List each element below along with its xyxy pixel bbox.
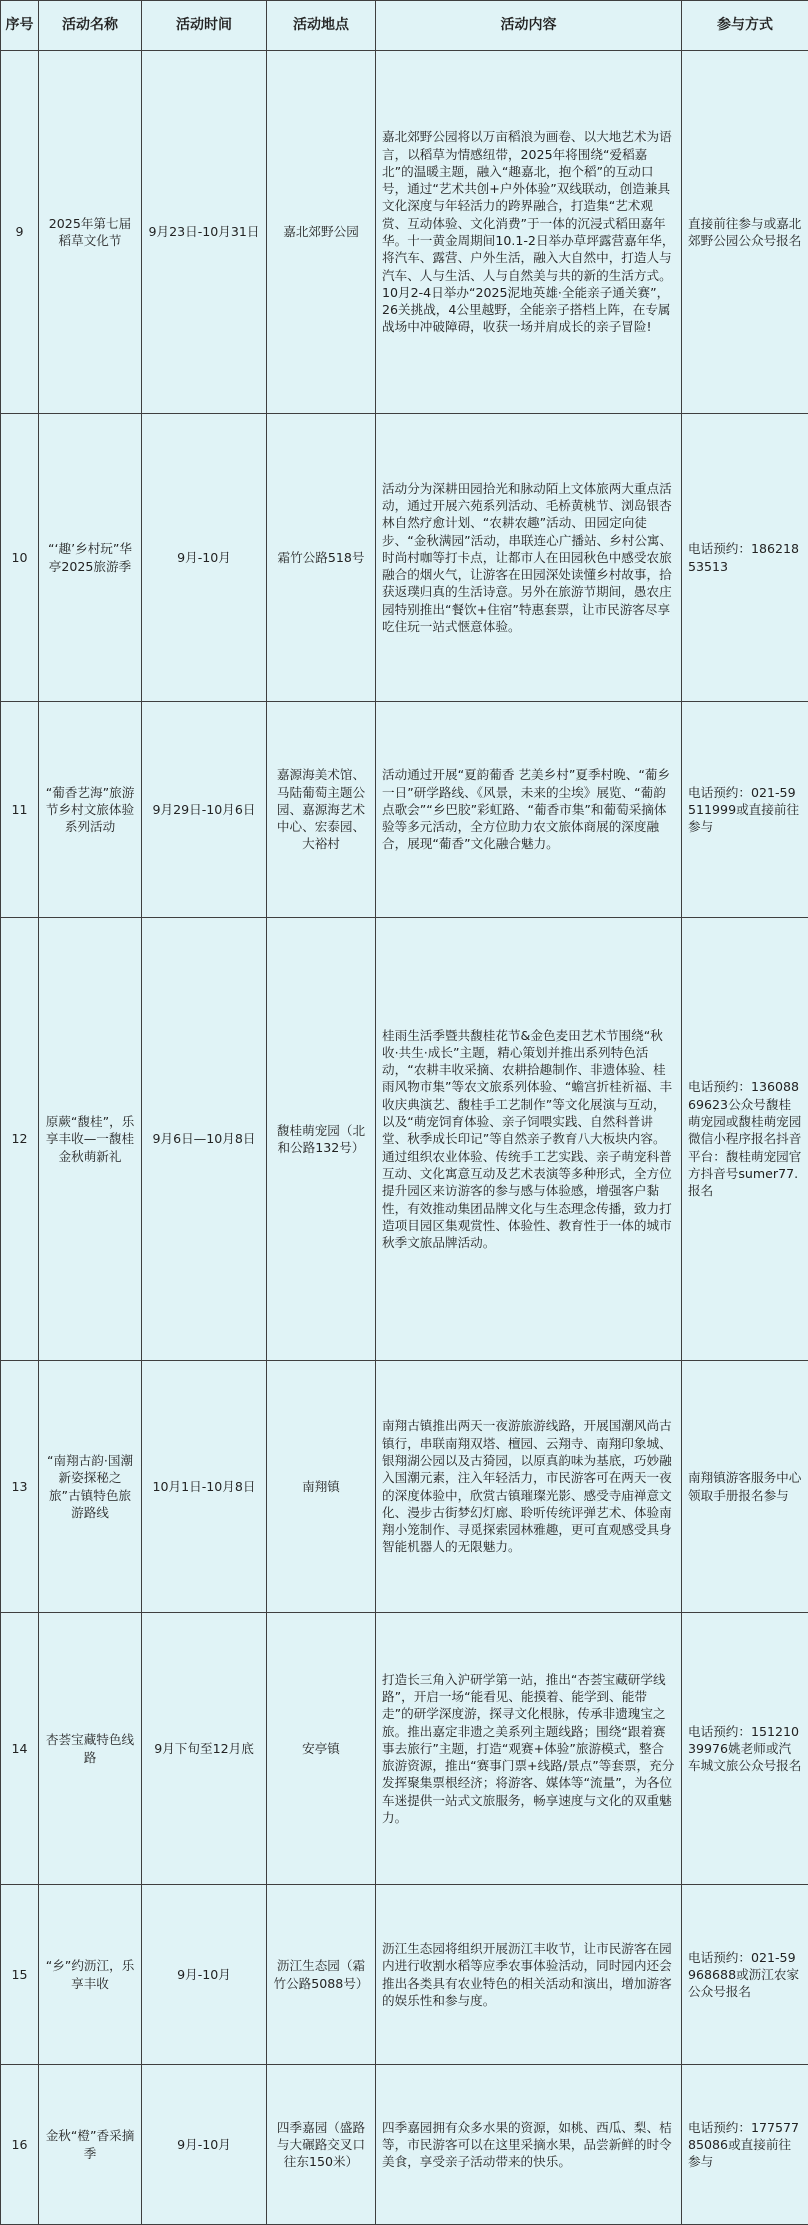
header-no: 序号	[1, 1, 39, 51]
row-time: 9月6日—10月8日	[142, 918, 267, 1361]
row-join: 电话预约：021-59968688或沥江农家公众号报名	[682, 1885, 808, 2065]
row-time: 9月-10月	[142, 1885, 267, 2065]
row-no: 15	[1, 1885, 39, 2065]
header-name: 活动名称	[39, 1, 142, 51]
row-join: 电话预约：15121039976姚老师或汽车城文旅公众号报名	[682, 1613, 808, 1885]
header-row	[1, 1, 808, 51]
row-time: 9月下旬至12月底	[142, 1613, 267, 1885]
row-place: 沥江生态园（霜竹公路5088号）	[267, 1885, 376, 2065]
row-time: 9月-10月	[142, 414, 267, 702]
row-place: 嘉源海美术馆、马陆葡萄主题公园、嘉源海艺术中心、宏泰园、大裕村	[267, 702, 376, 918]
row-join: 南翔镇游客服务中心领取手册报名参与	[682, 1361, 808, 1613]
row-no: 12	[1, 918, 39, 1361]
row-place: 嘉北郊野公园	[267, 51, 376, 414]
row-name: 杏荟宝藏特色线路	[39, 1613, 142, 1885]
row-content: 沥江生态园将组织开展沥江丰收节，让市民游客在园内进行收割水稻等应季农事体验活动，同时园内还会推出各类具有农业特色的相关活动和演出，增加游客的娱乐性和参与度。	[376, 1885, 682, 2065]
row-no: 10	[1, 414, 39, 702]
row-join: 电话预约：18621853513	[682, 414, 808, 702]
header-time: 活动时间	[142, 1, 267, 51]
row-name: “乡”约沥江，乐享丰收	[39, 1885, 142, 2065]
header-content: 活动内容	[376, 1, 682, 51]
row-no: 16	[1, 2065, 39, 2225]
row-name: 2025年第七届稻草文化节	[39, 51, 142, 414]
table-row	[1, 1361, 808, 1613]
row-content: 嘉北郊野公园将以万亩稻浪为画卷、以大地艺术为语言，以稻草为情感纽带，2025年将围绕“爱稻嘉北”的温暖主题，融入“趣嘉北，抱个稻”的互动口号，通过“艺术共创+户外体验”双线联动，创造兼具文化深度与年轻活力的跨界融合，打造集“艺术观赏、互动体验、文化消费”于一体的沉浸式稻田嘉年华。十一黄金周期间10.1-2日举办草坪露营嘉年华，将汽车、露营、户外生活，融入大自然中，打造人与汽车、人与生活、人与自然美与共的新的生活方式。10月2-4日举办“2025泥地英雄·全能亲子通关赛”，26关挑战，4公里越野，全能亲子搭档上阵，在专属战场中冲破障碍，收获一场并肩成长的亲子冒险!	[376, 51, 682, 414]
table-row	[1, 51, 808, 414]
table-row	[1, 702, 808, 918]
row-content: 南翔古镇推出两天一夜游旅游线路，开展国潮风尚古镇行，串联南翔双塔、檀园、云翔寺、南翔印象城、银翔湖公园以及古猗园，以原真韵味为基底，巧妙融入国潮元素，注入年轻活力，市民游客可在两天一夜的深度体验中，欣赏古镇璀璨光影、感受寺庙禅意文化、漫步古街梦幻灯廊、聆听传统评弹艺术、体验南翔小笼制作、寻觅探索园林雅趣，更可直观感受具身智能机器人的无限魅力。	[376, 1361, 682, 1613]
header-place: 活动地点	[267, 1, 376, 51]
row-join: 电话预约：17757785086或直接前往参与	[682, 2065, 808, 2225]
row-name: 金秋“橙”香采摘季	[39, 2065, 142, 2225]
row-content: 四季嘉园拥有众多水果的资源，如桃、西瓜、梨、桔等，市民游客可以在这里采摘水果，品尝新鲜的时令美食，享受亲子活动带来的快乐。	[376, 2065, 682, 2225]
row-place: 安亭镇	[267, 1613, 376, 1885]
row-join: 直接前往参与或嘉北郊野公园公众号报名	[682, 51, 808, 414]
row-name: “南翔古韵·国潮新姿探秘之旅”古镇特色旅游路线	[39, 1361, 142, 1613]
row-content: 活动分为深耕田园拾光和脉动陌上文体旅两大重点活动，通过开展六苑系列活动、毛桥黄桃节、浏岛银杏林自然疗愈计划、“农耕农趣”活动、田园定向徒步、“金秋满园”活动，串联连心广播站、乡村公寓、时尚村咖等打卡点，让都市人在田园秋色中感受农旅融合的烟火气，让游客在田园深处读懂乡村故事，拾获返璞归真的生活诗意。另外在旅游节期间，愚农庄园特别推出“餐饮+住宿”特惠套票，让市民游客尽享吃住玩一站式惬意体验。	[376, 414, 682, 702]
table-row	[1, 1885, 808, 2065]
row-no: 14	[1, 1613, 39, 1885]
row-join: 电话预约：13608869623公众号馥桂萌宠园或馥桂萌宠园微信小程序报名抖音平台：馥桂萌宠园官方抖音号sumer77.报名	[682, 918, 808, 1361]
row-time: 9月-10月	[142, 2065, 267, 2225]
row-no: 13	[1, 1361, 39, 1613]
row-content: 打造长三角入沪研学第一站，推出“杏荟宝藏研学线路”，开启一场“能看见、能摸着、能学到、能带走”的研学深度游，探寻文化根脉，传承非遗瑰宝之旅。推出嘉定非遗之美系列主题线路；围绕“跟着赛事去旅行”主题，打造“观赛+体验”旅游模式，整合旅游资源，推出“赛事门票+线路/景点”等套票，充分发挥聚集票根经济；将游客、媒体等“流量”，为各位车迷提供一站式文旅服务，畅享速度与文化的双重魅力。	[376, 1613, 682, 1885]
row-name: 原蕨“馥桂”，乐享丰收—一馥桂金秋萌新礼	[39, 918, 142, 1361]
row-time: 10月1日-10月8日	[142, 1361, 267, 1613]
table-row	[1, 414, 808, 702]
row-content: 桂雨生活季暨共馥桂花节&金色麦田艺术节围绕“秋收·共生·成长”主题，精心策划并推出系列特色活动，“农耕丰收采摘、农耕拾趣制作、非遗体验、桂雨风物市集”等农文旅系列体验、“蟾宫折桂祈福、丰收庆典演艺、馥桂手工艺制作”等文化展演与互动，以及“萌宠饲育体验、亲子饲喂实践、自然科普讲堂、秋季成长印记”等自然亲子教育八大板块内容。通过组织农业体验、传统手工艺实践、亲子萌宠科普互动、文化寓意互动及艺术表演等多种形式，全方位提升园区来访游客的参与感与体验感，增强客户黏性，有效推动集团品牌文化与生态理念传播，致力打造项目园区集观赏性、体验性、教育性于一体的城市秋季文旅品牌活动。	[376, 918, 682, 1361]
row-content: 活动通过开展“夏韵葡香 艺美乡村”夏季村晚、“葡乡一日”研学路线、《风景，未来的尘埃》展览、“葡韵点歌会”“乡巴胶”彩虹路、“葡香市集”和葡萄采摘体验等多元活动，全方位助力农文旅体商展的深度融合，展现“葡香”文化融合魅力。	[376, 702, 682, 918]
row-name: “‘趣’乡村玩”华亭2025旅游季	[39, 414, 142, 702]
row-time: 9月29日-10月6日	[142, 702, 267, 918]
header-join: 参与方式	[682, 1, 808, 51]
row-place: 馥桂萌宠园（北和公路132号）	[267, 918, 376, 1361]
row-no: 11	[1, 702, 39, 918]
row-no: 9	[1, 51, 39, 414]
row-place: 四季嘉园（盛路与大碾路交叉口往东150米）	[267, 2065, 376, 2225]
row-join: 电话预约：021-59511999或直接前往参与	[682, 702, 808, 918]
table-row	[1, 918, 808, 1361]
row-place: 南翔镇	[267, 1361, 376, 1613]
table-row	[1, 1613, 808, 1885]
row-name: “葡香艺海”旅游节乡村文旅体验系列活动	[39, 702, 142, 918]
row-place: 霜竹公路518号	[267, 414, 376, 702]
table-row	[1, 2065, 808, 2225]
row-time: 9月23日-10月31日	[142, 51, 267, 414]
